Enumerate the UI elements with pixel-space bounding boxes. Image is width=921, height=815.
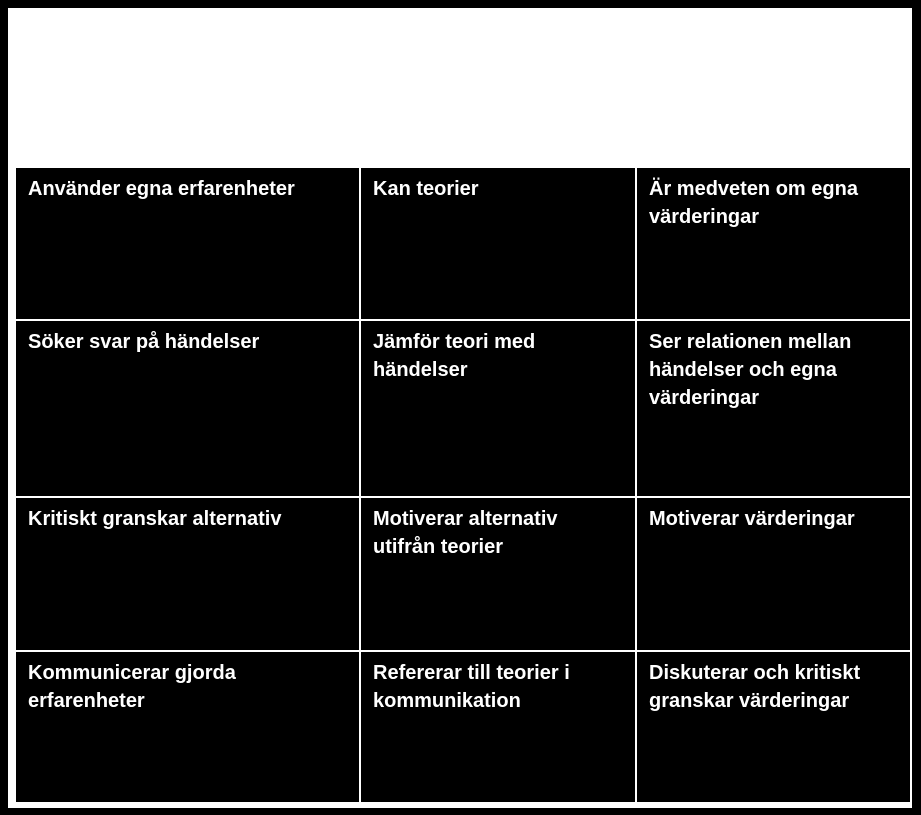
grid-cell: Kritiskt granskar alternativ [15, 497, 360, 651]
table-row [15, 651, 911, 803]
grid-cell: Ser relationen mellan händelser och egna värderingar [636, 320, 911, 497]
grid-cell: Använder egna erfarenheter [15, 167, 360, 320]
grid-cell: Motiverar värderingar [636, 497, 911, 651]
blank-header-area [8, 8, 912, 168]
grid-cell: Refererar till teorier i kommunikation [360, 651, 636, 803]
slide-frame [8, 8, 912, 808]
competence-grid [14, 166, 912, 804]
grid-cell: Jämför teori med händelser [360, 320, 636, 497]
grid-cell: Kan teorier [360, 167, 636, 320]
grid-cell: Diskuterar och kritiskt granskar värderingar [636, 651, 911, 803]
grid-cell: Söker svar på händelser [15, 320, 360, 497]
table-row [15, 167, 911, 320]
table-row [15, 320, 911, 497]
grid-cell: Kommunicerar gjorda erfarenheter [15, 651, 360, 803]
table-row [15, 497, 911, 651]
grid-cell: Motiverar alternativ utifrån teorier [360, 497, 636, 651]
grid-cell: Är medveten om egna värderingar [636, 167, 911, 320]
